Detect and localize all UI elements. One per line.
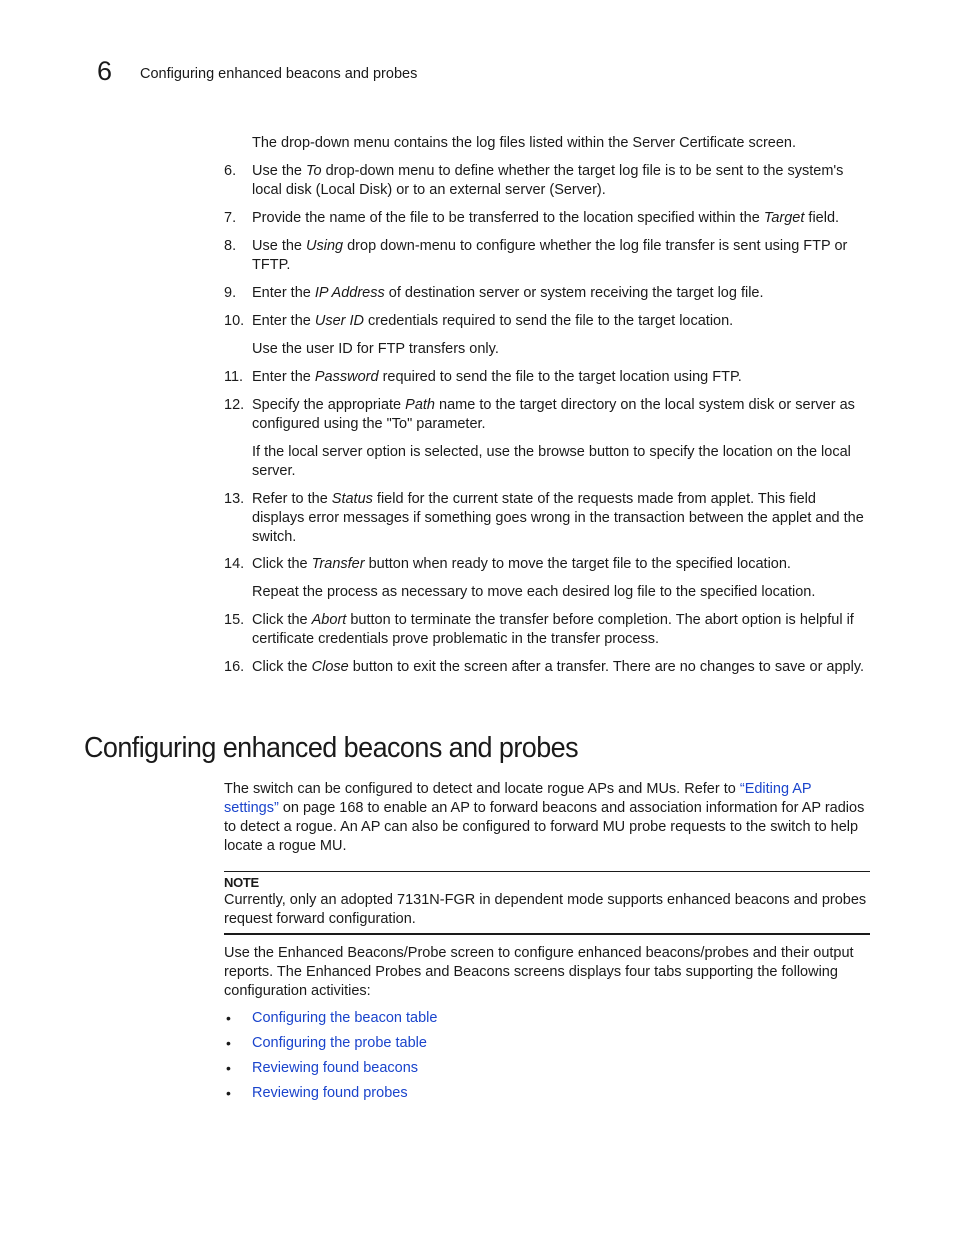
step-number: 6. <box>224 163 237 179</box>
ui-term: User ID <box>314 313 365 329</box>
step-number: 11. <box>224 369 244 385</box>
bullet-icon: • <box>226 1010 231 1026</box>
step-text: Click the Abort button to terminate the transfer before completion. The abort option is helpful if certificate credentials prove problematic in the transfer process. <box>252 612 854 647</box>
bullet-icon: • <box>226 1035 231 1051</box>
step-text: Use the Using drop down-menu to configure whether the log file transfer is sent using FTP or TFTP. <box>252 238 848 273</box>
found-beacons-link[interactable]: Reviewing found beacons <box>252 1060 419 1076</box>
ui-term: Close <box>311 659 349 675</box>
beacon-table-link[interactable]: Configuring the beacon table <box>252 1010 438 1026</box>
step-number: 16. <box>224 659 245 675</box>
step-12-note: If the local server option is selected, use the browse button to specify the location on the local server. <box>252 444 851 479</box>
step-text: Click the Close button to exit the screen after a transfer. There are no changes to save or apply. <box>252 659 865 675</box>
step-text: Click the Transfer button when ready to move the target file to the specified location. <box>252 556 791 572</box>
step-text: Enter the User ID credentials required to send the file to the target location. <box>252 313 734 329</box>
step-text: Use the To drop-down menu to define whether the target log file is to be sent to the system's local disk (Local Disk) or to an external server (Server). <box>252 163 844 198</box>
bullet-icon: • <box>226 1060 231 1076</box>
ui-term: Status <box>331 491 373 507</box>
step-number: 14. <box>224 556 245 572</box>
bullet-icon: • <box>226 1085 231 1101</box>
step-number: 10. <box>224 313 245 329</box>
note-label: NOTE <box>224 875 259 890</box>
ui-term: Using <box>306 238 344 254</box>
ui-term: Abort <box>311 612 347 628</box>
ui-term: Transfer <box>311 556 365 572</box>
ui-term: Target <box>763 210 805 226</box>
ui-term: Password <box>314 369 379 385</box>
step-number: 8. <box>224 238 237 254</box>
note-bottom-rule <box>224 933 870 935</box>
step-number: 7. <box>224 210 237 226</box>
chapter-number: 6 <box>97 56 113 86</box>
step-14-note: Repeat the process as necessary to move each desired log file to the specified location. <box>252 584 816 600</box>
step-text: Enter the Password required to send the file to the target location using FTP. <box>252 369 742 385</box>
probe-table-link[interactable]: Configuring the probe table <box>252 1035 427 1051</box>
ui-term: Path <box>405 397 435 413</box>
step-number: 15. <box>224 612 245 628</box>
step-text: Specify the appropriate Path name to the target directory on the local system disk or server as configured using the "To" parameter. <box>252 397 855 432</box>
step-number: 9. <box>224 285 237 301</box>
ui-term: IP Address <box>314 285 385 301</box>
step-10-note: Use the user ID for FTP transfers only. <box>252 341 499 357</box>
section-intro-paragraph: The switch can be configured to detect and locate rogue APs and MUs. Refer to “Editing AP settings” on page 168 to enable an AP to forward beacons and association information for AP radios to detect a rogue. An AP can also be configured to forward MU probe requests to the switch to help locate a rogue MU. <box>224 781 865 854</box>
ui-term: To <box>306 163 322 179</box>
section-paragraph-2: Use the Enhanced Beacons/Probe screen to configure enhanced beacons/probes and their output reports. The Enhanced Probes and Beacons screens displays four tabs supporting the following configuration activities: <box>224 945 854 999</box>
note-text: Currently, only an adopted 7131N-FGR in dependent mode supports enhanced beacons and probes request forward configuration. <box>224 892 867 927</box>
step-text: Refer to the Status field for the current state of the requests made from applet. This field displays error messages if something goes wrong in the transaction between the applet and the switch. <box>252 491 864 545</box>
step-number: 12. <box>224 397 245 413</box>
found-probes-link[interactable]: Reviewing found probes <box>252 1085 408 1101</box>
step-number: 13. <box>224 491 245 507</box>
step-text: Enter the IP Address of destination server or system receiving the target log file. <box>252 285 764 301</box>
editing-ap-settings-link[interactable]: “Editing AP settings” <box>224 781 812 816</box>
note-top-rule <box>224 871 870 872</box>
running-title: Configuring enhanced beacons and probes <box>140 66 418 82</box>
step-text: Provide the name of the file to be transferred to the location specified within the Target field. <box>252 210 840 226</box>
section-heading: Configuring enhanced beacons and probes <box>84 732 579 764</box>
intro-line: The drop-down menu contains the log files listed within the Server Certificate screen. <box>252 135 797 151</box>
